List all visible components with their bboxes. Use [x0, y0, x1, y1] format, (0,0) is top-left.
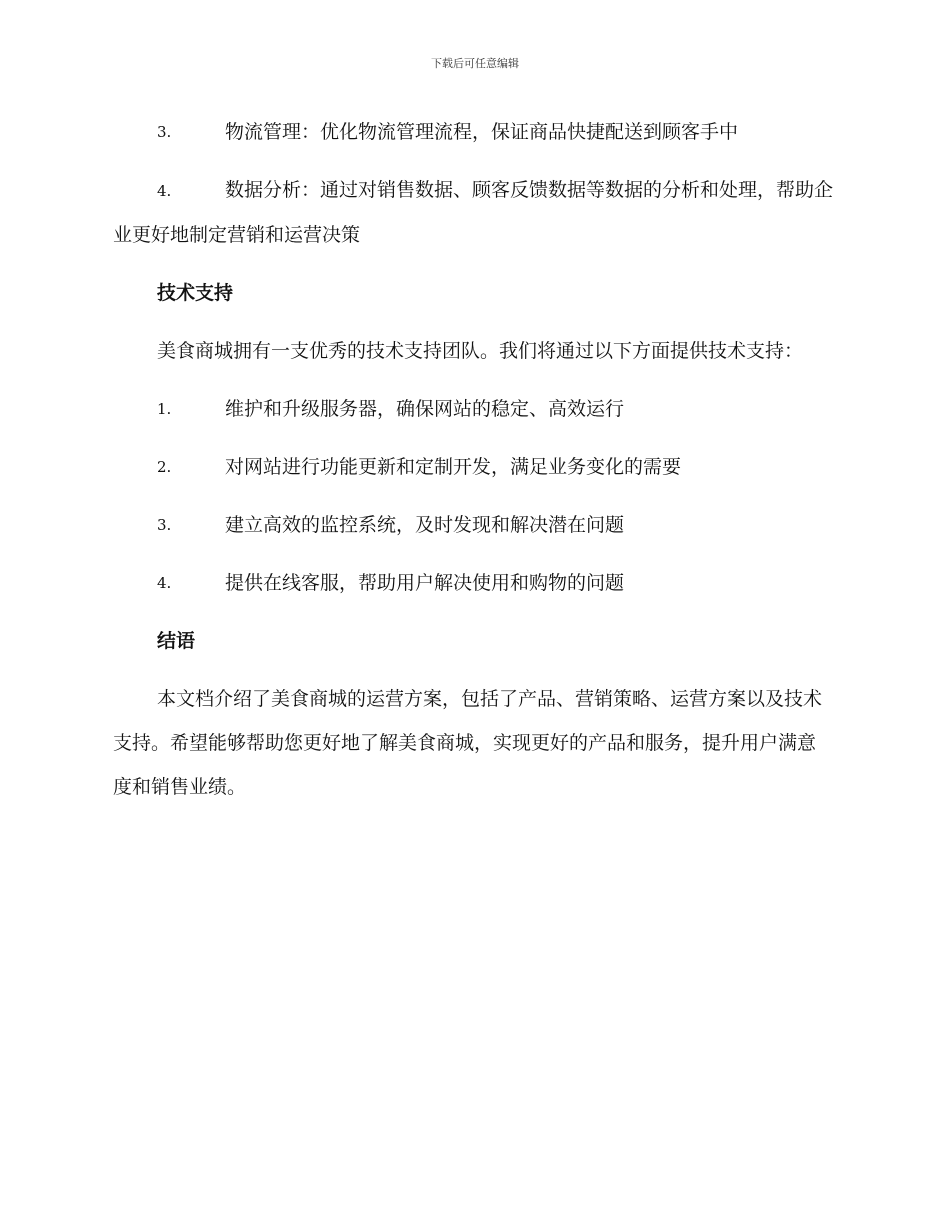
list-number: 3. [157, 123, 172, 141]
list-item-data-analysis [113, 168, 833, 257]
conclusion-body: 本文档介绍了美食商城的运营方案，包括了产品、营销策略、运营方案以及技术支持。希望能够帮助您更好地了解美食商城，实现更好的产品和服务，提升用户满意度和销售业绩。 [113, 688, 823, 798]
list-number: 4. [157, 182, 172, 200]
document-content [113, 110, 833, 823]
section-heading-tech-support: 技术支持 [157, 282, 234, 304]
header-note: 下载后可任意编辑 [431, 57, 519, 70]
list-text: 维护和升级服务器，确保网站的稳定、高效运行 [225, 398, 625, 420]
list-item-logistics [113, 110, 833, 154]
list-item [113, 387, 833, 431]
list-number: 4. [157, 574, 172, 592]
list-number: 1. [157, 400, 172, 418]
list-text: 提供在线客服，帮助用户解决使用和购物的问题 [225, 572, 625, 594]
list-item [113, 503, 833, 547]
list-item [113, 561, 833, 605]
list-text: 物流管理：优化物流管理流程，保证商品快捷配送到顾客手中 [225, 121, 739, 143]
list-text: 对网站进行功能更新和定制开发，满足业务变化的需要 [225, 456, 682, 478]
list-item [113, 445, 833, 489]
list-text: 建立高效的监控系统，及时发现和解决潜在问题 [225, 514, 625, 536]
section-heading-conclusion: 结语 [157, 630, 196, 652]
list-number: 2. [157, 458, 172, 476]
list-number: 3. [157, 516, 172, 534]
list-text: 数据分析：通过对销售数据、顾客反馈数据等数据的分析和处理，帮助企业更好地制定营销和运营决策 [113, 179, 834, 246]
tech-support-intro: 美食商城拥有一支优秀的技术支持团队。我们将通过以下方面提供技术支持： [157, 340, 804, 362]
